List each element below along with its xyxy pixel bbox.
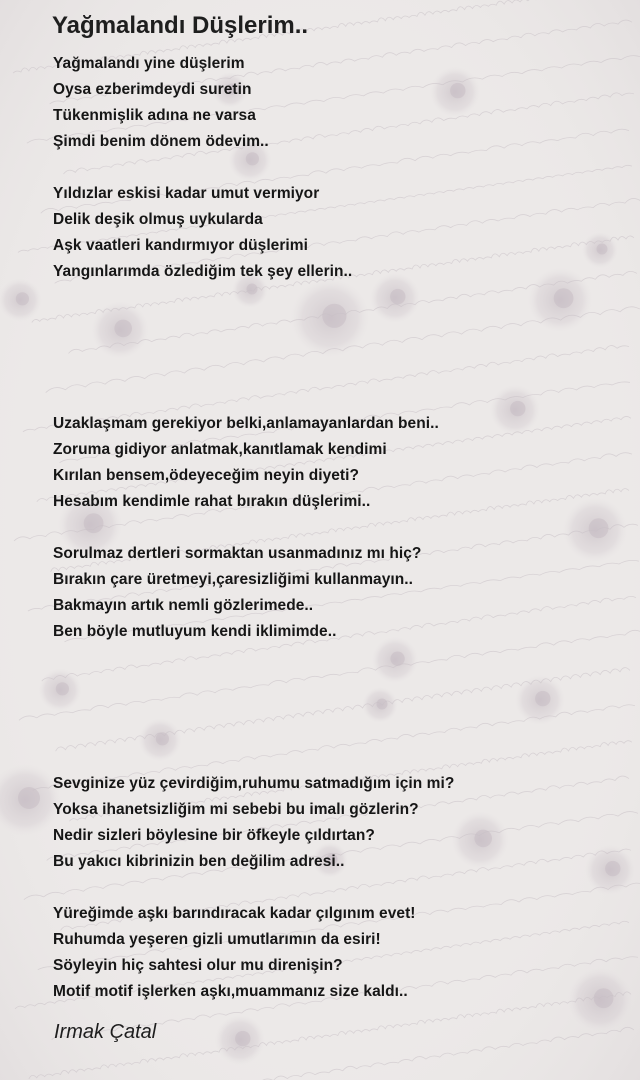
ink-drop	[510, 401, 525, 416]
poem-line: Şimdi benim dönem ödevim..	[53, 133, 269, 150]
poem-line: Hesabım kendimle rahat bırakın düşlerimi..	[53, 493, 371, 510]
poem-line: Zoruma gidiyor anlatmak,kanıtlamak kendimi	[53, 441, 387, 458]
poem-line: Uzaklaşmam gerekiyor belki,anlamayanlardan beni..	[53, 415, 439, 432]
ink-drop	[594, 988, 614, 1008]
poem-title: Yağmalandı Düşlerim..	[52, 12, 309, 39]
ink-drop	[56, 682, 69, 695]
poem-line: Tükenmişlik adına ne varsa	[53, 107, 256, 124]
ink-drop	[235, 1031, 250, 1046]
poem-line: Yoksa ihanetsizliğim mi sebebi bu imalı gözlerin?	[53, 801, 419, 818]
poem-line: Ruhumda yeşeren gizli umutlarımın da esiri!	[53, 931, 381, 948]
ink-drop	[377, 699, 388, 710]
ink-drop	[390, 289, 405, 304]
ink-drop	[474, 830, 492, 848]
poem-line: Sevginize yüz çevirdiğim,ruhumu satmadığım için mi?	[53, 775, 455, 792]
stanza-3	[53, 411, 439, 515]
stanza-5	[53, 771, 454, 875]
ink-drop	[322, 304, 346, 328]
poem-line: Yüreğimde aşkı barındıracak kadar çılgınım evet!	[53, 905, 416, 922]
ink-drop	[589, 518, 609, 538]
ink-drop	[114, 320, 132, 338]
poem-line: Nedir sizleri böylesine bir öfkeyle çıldırtan?	[53, 827, 375, 844]
ink-drop	[84, 513, 104, 533]
ink-drop	[16, 292, 29, 305]
stanza-6	[53, 901, 416, 1005]
ink-drop	[554, 288, 574, 308]
poem-line: Aşk vaatleri kandırmıyor düşlerimi	[53, 237, 308, 254]
ink-drop	[605, 861, 620, 876]
poem-line: Motif motif işlerken aşkı,muammanız size kaldı..	[53, 983, 408, 1000]
poem-line: Delik deşik olmuş uykularda	[53, 211, 263, 228]
poem-line: Yangınlarımda özlediğim tek şey ellerin..	[53, 263, 353, 280]
poem-line: Söyleyin hiç sahtesi olur mu direnişin?	[53, 957, 343, 974]
poem-line: Yıldızlar eskisi kadar umut vermiyor	[53, 185, 320, 202]
stanza-1	[53, 51, 269, 155]
poem-line: Bırakın çare üretmeyi,çaresizliğimi kullanmayın..	[53, 571, 413, 588]
ink-drop	[535, 691, 550, 706]
ink-drop	[18, 787, 40, 809]
poem-line: Oysa ezberimdeydi suretin	[53, 81, 252, 98]
stanza-2	[53, 181, 352, 285]
poem-line: Kırılan bensem,ödeyeceğim neyin diyeti?	[53, 467, 360, 484]
poem-line: Bakmayın artık nemli gözlerimede..	[53, 597, 314, 614]
poem-line: Yağmalandı yine düşlerim	[53, 55, 245, 72]
ink-drop	[247, 284, 258, 295]
ink-drop	[450, 83, 465, 98]
poem-line: Bu yakıcı kibrinizin ben değilim adresi..	[53, 853, 345, 870]
poem-line: Sorulmaz dertleri sormaktan usanmadınız mı hiç?	[53, 545, 422, 562]
poem-author: Irmak Çatal	[54, 1021, 157, 1043]
poem-line: Ben böyle mutluyum kendi iklimimde..	[53, 623, 337, 640]
stanza-4	[53, 541, 421, 645]
ink-drop	[597, 244, 608, 255]
